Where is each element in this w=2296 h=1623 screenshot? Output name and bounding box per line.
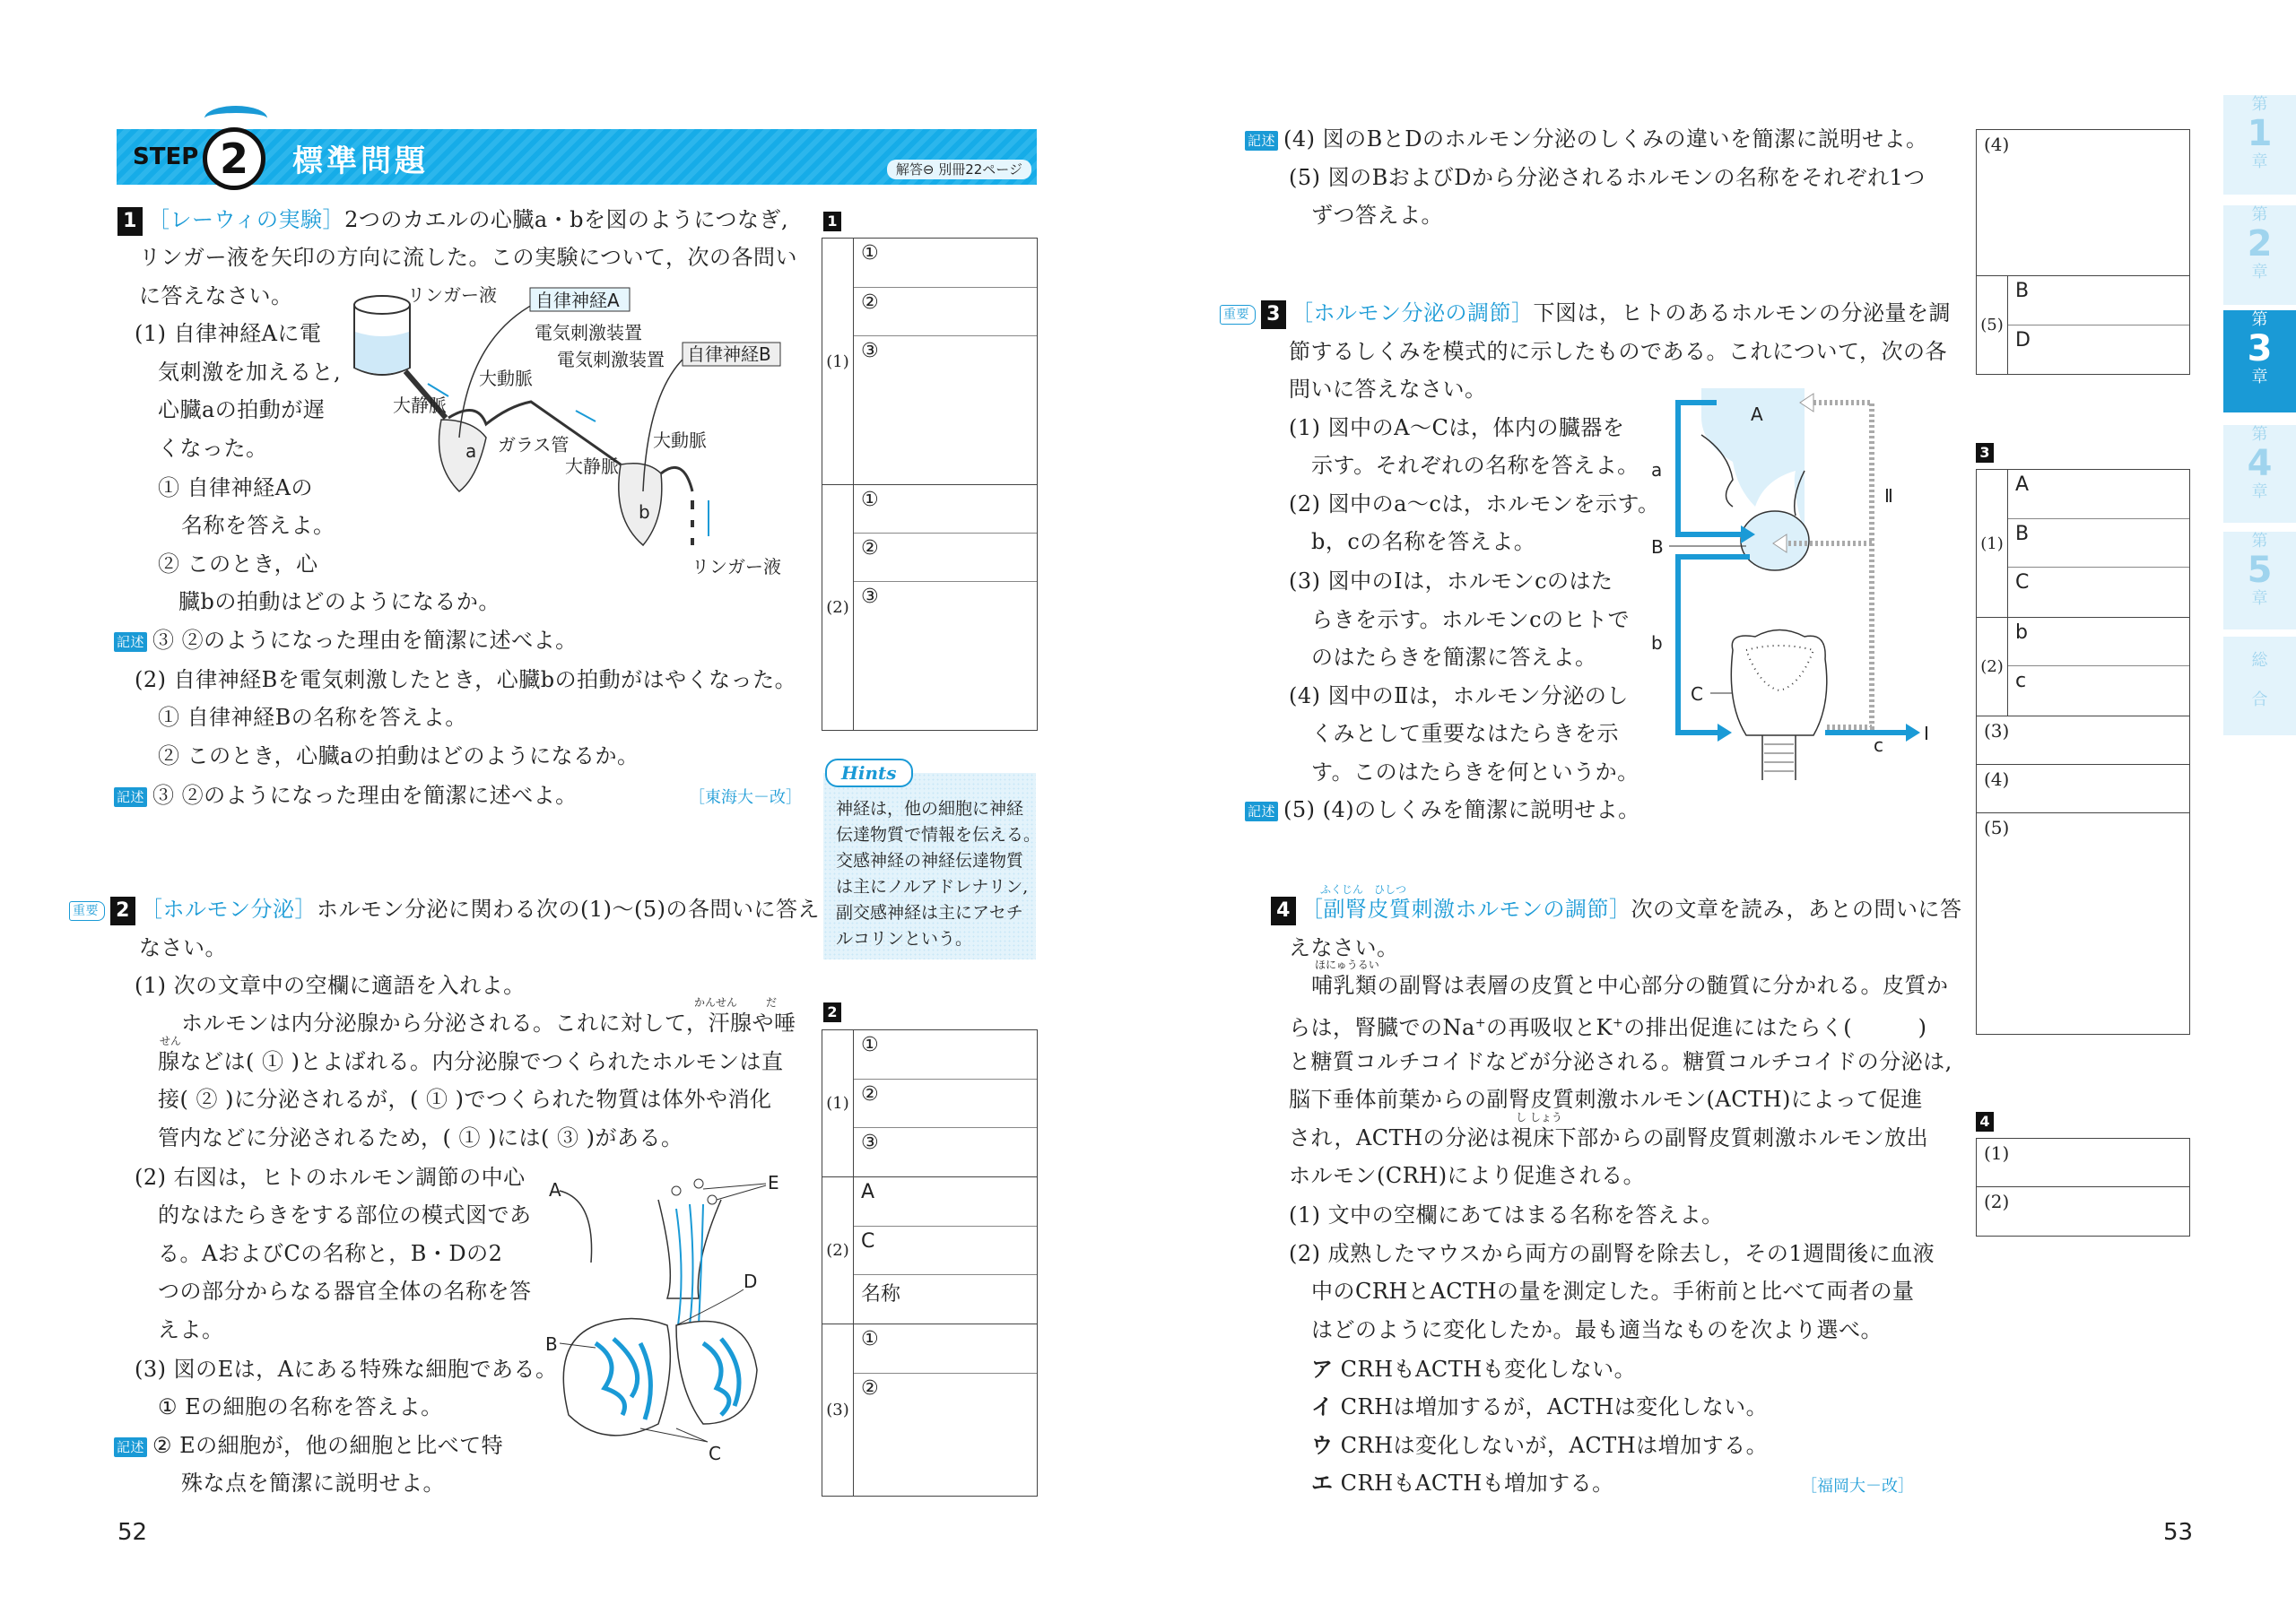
q2-text: ② Eの細胞が，他の細胞と比べて特	[152, 1433, 504, 1458]
hint-line: 交感神経の神経伝達物質	[836, 851, 1024, 871]
ruby: ふくじん ひしつ	[1320, 883, 1407, 896]
q4-text: えなさい。	[1289, 935, 1399, 960]
ruby: し しょう	[1516, 1111, 1562, 1124]
anterior-lobe	[563, 1319, 670, 1436]
label-vena-cava: 大静脈	[393, 395, 447, 416]
tab-label: 章	[2251, 482, 2268, 501]
q4-sub1: (1) 文中の空欄にあてはまる名称を答えよ。	[1289, 1202, 1724, 1228]
answer-group	[822, 239, 1037, 485]
pointer-line	[676, 1289, 744, 1325]
choice-text: CRHは増加するが，ACTHは変化しない。	[1340, 1394, 1769, 1419]
choice-key: エ	[1311, 1470, 1334, 1496]
trachea	[1762, 735, 1796, 780]
q2-sub2: 的なはたらきをする部位の模式図であ	[158, 1202, 532, 1228]
answer-group	[1977, 618, 2189, 716]
q2-sub3: (3) 図のEは，Aにある特殊な細胞である。	[135, 1357, 558, 1382]
q2-text: (4) 図のBとDのホルモン分泌のしくみの違いを簡潔に説明せよ。	[1283, 126, 1928, 152]
answer-reference: 解答⊖ 別冊22ページ	[887, 160, 1031, 179]
hint-line: 副交感神経は主にアセチ	[836, 903, 1023, 923]
answer-field[interactable]: C	[854, 1227, 1037, 1275]
tab-label: 第	[2251, 310, 2268, 329]
q3-title: ［ホルモン分泌の調節］	[1292, 300, 1534, 325]
chapter-tab-4[interactable]	[2223, 425, 2296, 523]
q2-sub3-2: 殊な点を簡潔に説明せよ。	[181, 1471, 445, 1496]
answer-field[interactable]: ②	[861, 1377, 879, 1400]
q1-sub1: くなった。	[158, 436, 268, 461]
q2-number-badge: 2	[110, 897, 135, 925]
step-number: 2	[203, 127, 265, 190]
label-c: C	[709, 1443, 721, 1464]
answer-box1-label: 1	[823, 212, 841, 231]
heart-experiment-diagram	[352, 285, 784, 581]
q1-sub1-1: ① 自律神経Aの	[158, 475, 313, 500]
label-heart-a: a	[465, 440, 477, 462]
label-nerve-b: 自律神経B	[687, 343, 771, 365]
ruby: だ	[766, 996, 778, 1009]
answer-field[interactable]: D	[2015, 329, 2031, 352]
answer-group	[822, 1324, 1037, 1497]
label-aorta: 大動脈	[653, 430, 707, 451]
tab-label: 総	[2251, 651, 2268, 670]
answer-box4-label: 4	[1976, 1112, 1994, 1132]
q4-sub2: はどのように変化したか。最も適当なものを次より選べ。	[1311, 1317, 1883, 1342]
q1-sub1-2: ② このとき，心	[158, 551, 318, 577]
answer-field[interactable]: C	[2015, 571, 2030, 594]
tab-label: 第	[2251, 205, 2268, 224]
choice-key: イ	[1311, 1393, 1334, 1419]
q1-sub1-1: 名称を答えよ。	[181, 513, 335, 538]
q4-passage: され，ACTHの分泌は視床下部からの副腎皮質刺激ホルモン放出	[1289, 1125, 1929, 1150]
group-label: (1)	[822, 1030, 854, 1176]
group-label: (1)	[822, 239, 854, 484]
label-action: Ⅰ	[1924, 723, 1929, 744]
hints-tag: Hints	[825, 759, 913, 787]
hint-line: は主にノルアドレナリン,	[836, 877, 1029, 897]
answer-field[interactable]: b	[2008, 618, 2189, 666]
passage-part: の再吸収とK	[1486, 1015, 1613, 1040]
posterior-lobe	[676, 1322, 757, 1424]
tab-label: 章	[2251, 152, 2268, 171]
tab-label: 章	[2251, 589, 2268, 608]
group-label: (2)	[1977, 618, 2008, 716]
tab-number: 4	[2247, 443, 2273, 484]
label-ringer: リンガー液	[691, 556, 781, 577]
q4-title: ［副腎皮質刺激ホルモンの調節］	[1301, 897, 1631, 922]
label-d: D	[744, 1271, 758, 1292]
hint-line: 神経は，他の細胞に神経	[836, 799, 1024, 819]
label-organ-a: A	[1751, 404, 1763, 425]
label-hormone-c: c	[1874, 734, 1883, 756]
hint-line: ルコリンという。	[836, 929, 973, 949]
q4-title-line	[1271, 890, 1961, 928]
answer-field[interactable]: ③	[861, 1132, 879, 1154]
q3-title-line	[1220, 294, 1951, 332]
answer-group	[822, 1177, 1037, 1324]
answer-box3-label: 3	[1976, 443, 1994, 463]
q2-sub5: ずつ答えよ。	[1311, 203, 1443, 228]
q4-passage: 哺乳類の副腎は表層の皮質と中心部分の髄質に分かれる。皮質か	[1311, 973, 1949, 998]
step-header	[117, 129, 1037, 185]
group-label: (3)	[822, 1324, 854, 1496]
ruby: かんせん	[694, 996, 738, 1009]
step-label: STEP	[133, 143, 199, 170]
answer-field[interactable]: (3)	[1977, 716, 2189, 765]
label-hormone-b: b	[1651, 632, 1663, 654]
q2-sub2: る。AおよびCの名称と，B・Dの2	[158, 1241, 503, 1266]
q3-sub3: のはたらきを簡潔に答えよ。	[1311, 645, 1597, 670]
neuron-axons	[676, 1204, 703, 1325]
q2-sub1: (1) 次の文章中の空欄に適語を入れよ。	[135, 973, 526, 998]
chapter-tab-2[interactable]	[2223, 205, 2296, 305]
q1-sub2-2: ② このとき，心臓aの拍動はどのようになるか。	[158, 743, 639, 768]
q1-text: ③ ②のようになった理由を簡潔に述べよ。	[152, 628, 578, 653]
q1-source: ［東海大－改］	[689, 788, 802, 807]
passage-part: の排出促進にはたらく( )	[1623, 1015, 1927, 1040]
group-label: (1)	[1977, 470, 2008, 617]
chapter-tab-1[interactable]	[2223, 95, 2296, 195]
label-aorta: 大動脈	[479, 368, 533, 389]
group-label: (2)	[822, 1177, 854, 1324]
q4-sub2: 中のCRHとACTHの量を測定した。手術前と比べて両者の量	[1311, 1279, 1915, 1304]
q1-sub2: (2) 自律神経Bを電気刺激したとき，心臓bの拍動がはやくなった。	[135, 667, 797, 692]
hint-line: 伝達物質で情報を伝える。	[836, 825, 1041, 845]
answer-box2	[822, 1029, 1038, 1497]
q4-text: 次の文章を読み，あとの問いに答	[1631, 897, 1962, 922]
answer-group	[1977, 276, 2189, 375]
q4-passage: ホルモン(CRH)により促進される。	[1289, 1163, 1646, 1188]
label-stimulator: 電気刺激装置	[557, 349, 665, 370]
q1-sub2-1: ① 自律神経Bの名称を答えよ。	[158, 705, 467, 730]
answer-field[interactable]: B	[2008, 519, 2189, 568]
chapter-tab-3-active[interactable]	[2223, 310, 2296, 412]
choice-e	[1311, 1464, 1614, 1502]
outflow-tube	[661, 467, 692, 491]
q2-sub2: (2) 右図は，ヒトのホルモン調節の中心	[135, 1165, 526, 1190]
label-ringer: リンガー液	[407, 285, 497, 306]
label-heart-b: b	[639, 501, 650, 523]
q1-text: リンガー液を矢印の方向に流した。この実験について，次の各問い	[139, 245, 798, 270]
choice-i	[1311, 1388, 1768, 1426]
answer-group	[822, 485, 1037, 731]
q2-sub3-1: ① Eの細胞の名称を答えよ。	[158, 1394, 443, 1419]
pituitary-diagram	[542, 1164, 784, 1469]
label-e: E	[768, 1172, 779, 1193]
answer-field[interactable]: B	[2008, 276, 2189, 325]
answer-box2-cont	[1976, 129, 2190, 375]
juuyou-tag: 重要	[69, 901, 105, 921]
q3-sub2: (2) 図中のa～cは，ホルモンを示す。	[1289, 491, 1660, 516]
q1-title: ［レーウィの実験］	[148, 207, 345, 232]
q2-text: なさい。	[139, 935, 227, 960]
q4-source: ［福岡大－改］	[1801, 1477, 1914, 1496]
juuyou-tag: 重要	[1220, 305, 1256, 325]
arrowhead-icon	[1718, 724, 1732, 742]
q2-sub5: (5) 図のBおよびDから分泌されるホルモンの名称をそれぞれ1つ	[1289, 165, 1926, 190]
arrowhead-icon	[1906, 724, 1920, 742]
choice-key: ウ	[1311, 1432, 1334, 1458]
tab-label: 章	[2251, 263, 2268, 282]
answer-box3	[1976, 469, 2190, 1035]
kijutsu-tag: 記述	[114, 787, 147, 807]
answer-box4	[1976, 1138, 2190, 1237]
answer-field[interactable]: A	[854, 1177, 1037, 1227]
answer-field[interactable]: 名称	[861, 1283, 901, 1306]
kijutsu-tag: 記述	[1245, 131, 1278, 151]
heart-a	[439, 420, 487, 491]
q1-sub2-3	[114, 777, 578, 814]
q3-text: 問いに答えなさい。	[1289, 377, 1487, 402]
tab-number: 2	[2247, 223, 2273, 265]
answer-field[interactable]: ②	[854, 534, 1037, 582]
answer-box1	[822, 238, 1038, 731]
q3-text: (5) (4)のしくみを簡潔に説明せよ。	[1283, 797, 1640, 822]
tab-label: 第	[2251, 425, 2268, 444]
page-number-left: 52	[117, 1519, 148, 1546]
label-nerve-a: 自律神経A	[535, 290, 620, 311]
q1-sub1: 気刺激を加えると,	[158, 360, 342, 385]
q3-number-badge: 3	[1261, 300, 1286, 329]
page-title: 標準問題	[292, 143, 429, 179]
superscript: +	[1474, 1016, 1487, 1030]
answer-field[interactable]: ③	[861, 586, 879, 608]
cell-e	[708, 1195, 717, 1204]
superscript: +	[1612, 1016, 1624, 1030]
q2-passage: 管内などに分泌されるため，( ① )には( ③ )がある。	[158, 1125, 683, 1150]
q1-title-line	[117, 201, 788, 239]
group-label: (5)	[1977, 276, 2008, 374]
tab-number: 3	[2247, 328, 2273, 369]
answer-field[interactable]: ①	[854, 239, 1037, 288]
q4-number-badge: 4	[1271, 897, 1296, 925]
label-glass-tube: ガラス管	[498, 434, 570, 456]
q4-passage: 脳下垂体前葉からの副腎皮質刺激ホルモン(ACTH)によって促進	[1289, 1087, 1923, 1112]
choice-text: CRHもACTHも変化しない。	[1340, 1357, 1637, 1382]
page-number-right: 53	[2163, 1519, 2194, 1546]
answer-field[interactable]: (4)	[1977, 765, 2189, 813]
kijutsu-tag: 記述	[114, 1437, 147, 1457]
kijutsu-tag: 記述	[1245, 802, 1278, 821]
answer-group	[822, 1030, 1037, 1177]
choice-a	[1311, 1350, 1636, 1388]
chapter-tab-summary[interactable]	[2223, 637, 2296, 735]
hormone-feedback-diagram	[1648, 381, 1944, 785]
ruby: せん	[160, 1035, 182, 1047]
answer-field[interactable]: (5)	[1977, 813, 2189, 1035]
q2-title-line	[69, 890, 820, 928]
q2-title: ［ホルモン分泌］	[141, 897, 317, 922]
q4-passage: と糖質コルチコイドなどが分泌される。糖質コルチコイドの分泌は,	[1289, 1049, 1952, 1074]
beaker-rim	[354, 296, 410, 314]
q2-sub4	[1245, 120, 1928, 158]
beaker-water	[355, 332, 409, 374]
label-organ-c: C	[1691, 683, 1703, 705]
q2-sub2: えよ。	[158, 1317, 224, 1342]
q3-text: 節するしくみを模式的に示したものである。これについて，次の各	[1289, 339, 1948, 364]
q1-text: 2つのカエルの心臓a・bを図のようにつなぎ,	[344, 207, 789, 232]
cell-e	[672, 1186, 681, 1195]
tab-label: 合	[2251, 690, 2268, 709]
label-hormone-a: a	[1651, 459, 1663, 481]
answer-field[interactable]: ③	[861, 340, 879, 362]
label-organ-b: B	[1651, 536, 1664, 558]
q1-sub1: 心臓aの拍動が遅	[158, 397, 326, 422]
flow-arrow-icon	[576, 411, 596, 421]
q2-text: ホルモン分泌に関わる次の(1)～(5)の各問いに答え	[317, 897, 820, 922]
q1-sub1-3	[114, 621, 578, 659]
tab-label: 章	[2251, 368, 2268, 386]
answer-field[interactable]: ①	[854, 1324, 1037, 1374]
answer-field[interactable]: ②	[854, 1080, 1037, 1128]
trachea-rings	[1764, 744, 1794, 771]
q2-sub3-2	[114, 1427, 503, 1464]
answer-field[interactable]: ①	[854, 1030, 1037, 1080]
choice-text: CRHは変化しないが，ACTHは増加する。	[1340, 1433, 1769, 1458]
answer-field[interactable]: ②	[854, 288, 1037, 336]
q3-sub3: らきを示す。ホルモンcのヒトで	[1311, 607, 1631, 632]
label-a: A	[549, 1179, 561, 1201]
answer-box2-label: 2	[823, 1002, 841, 1022]
q1-text: に答えなさい。	[139, 283, 293, 308]
answer-field[interactable]: ①	[854, 485, 1037, 534]
passage-part: らは，腎臓でのNa	[1289, 1015, 1475, 1040]
q2-passage: 接( ② )に分泌されるが，( ① )でつくられた物質は体外や消化	[158, 1087, 772, 1112]
kijutsu-tag: 記述	[114, 632, 147, 652]
tab-number: 5	[2247, 550, 2273, 591]
cell-e	[694, 1179, 703, 1188]
tab-label: 第	[2251, 532, 2268, 551]
answer-group	[1977, 470, 2189, 618]
q2-sub2: つの部分からなる器官全体の名称を答	[158, 1279, 532, 1304]
answer-field[interactable]: A	[2008, 470, 2189, 519]
q3-sub4: くみとして重要なはたらきを示	[1311, 721, 1619, 746]
q3-sub5	[1245, 791, 1640, 829]
pointer-line	[560, 1191, 592, 1263]
answer-field[interactable]: (4)	[1977, 130, 2189, 276]
q1-text: ③ ②のようになった理由を簡潔に述べよ。	[152, 783, 578, 808]
answer-field[interactable]: (1)	[1977, 1139, 2189, 1187]
q2-passage: ホルモンは内分泌腺から分泌される。これに対して，汗腺や唾	[181, 1011, 796, 1036]
q2-passage: 腺などは( ① )とよばれる。内分泌腺でつくられたホルモンは直	[158, 1049, 784, 1074]
label-b: B	[545, 1333, 558, 1355]
q3-text: 下図は，ヒトのあるホルモンの分泌量を調	[1533, 300, 1951, 325]
q3-sub4: (4) 図中のⅡは，ホルモン分泌のし	[1289, 683, 1629, 708]
q3-sub2: b，cの名称を答えよ。	[1311, 529, 1536, 554]
q1-sub1: (1) 自律神経Aに電	[135, 321, 322, 346]
choice-key: ア	[1311, 1356, 1334, 1382]
label-stimulator: 電気刺激装置	[535, 322, 642, 343]
chapter-tab-5[interactable]	[2223, 532, 2296, 629]
q3-sub1: (1) 図中のA～Cは，体内の臓器を	[1289, 415, 1625, 440]
organ-b-pituitary	[1741, 511, 1809, 570]
q3-sub1: 示す。それぞれの名称を答えよ。	[1311, 453, 1639, 478]
label-feedback: Ⅱ	[1884, 485, 1893, 507]
tab-label: 第	[2251, 95, 2268, 114]
group-label: (2)	[822, 485, 854, 730]
q4-sub2: (2) 成熟したマウスから両方の副腎を除去し，その1週間後に血液	[1289, 1241, 1935, 1266]
q3-sub3: (3) 図中のⅠは，ホルモンcのはた	[1289, 568, 1613, 594]
q1-sub1-2: 臓bの拍動はどのようになるか。	[178, 589, 500, 614]
choice-text: CRHもACTHも増加する。	[1340, 1471, 1614, 1496]
ruby: ほにゅうるい	[1315, 959, 1379, 971]
q3-sub4: す。このはたらきを何というか。	[1311, 759, 1639, 785]
answer-field[interactable]: (2)	[1977, 1187, 2189, 1237]
tab-number: 1	[2247, 113, 2273, 154]
choice-u	[1311, 1427, 1768, 1464]
answer-field[interactable]: c	[2015, 670, 2027, 692]
q4-passage	[1289, 1004, 1926, 1042]
hints-text	[836, 796, 1040, 952]
q1-number-badge: 1	[117, 207, 143, 236]
label-vena-cava: 大静脈	[565, 456, 619, 477]
